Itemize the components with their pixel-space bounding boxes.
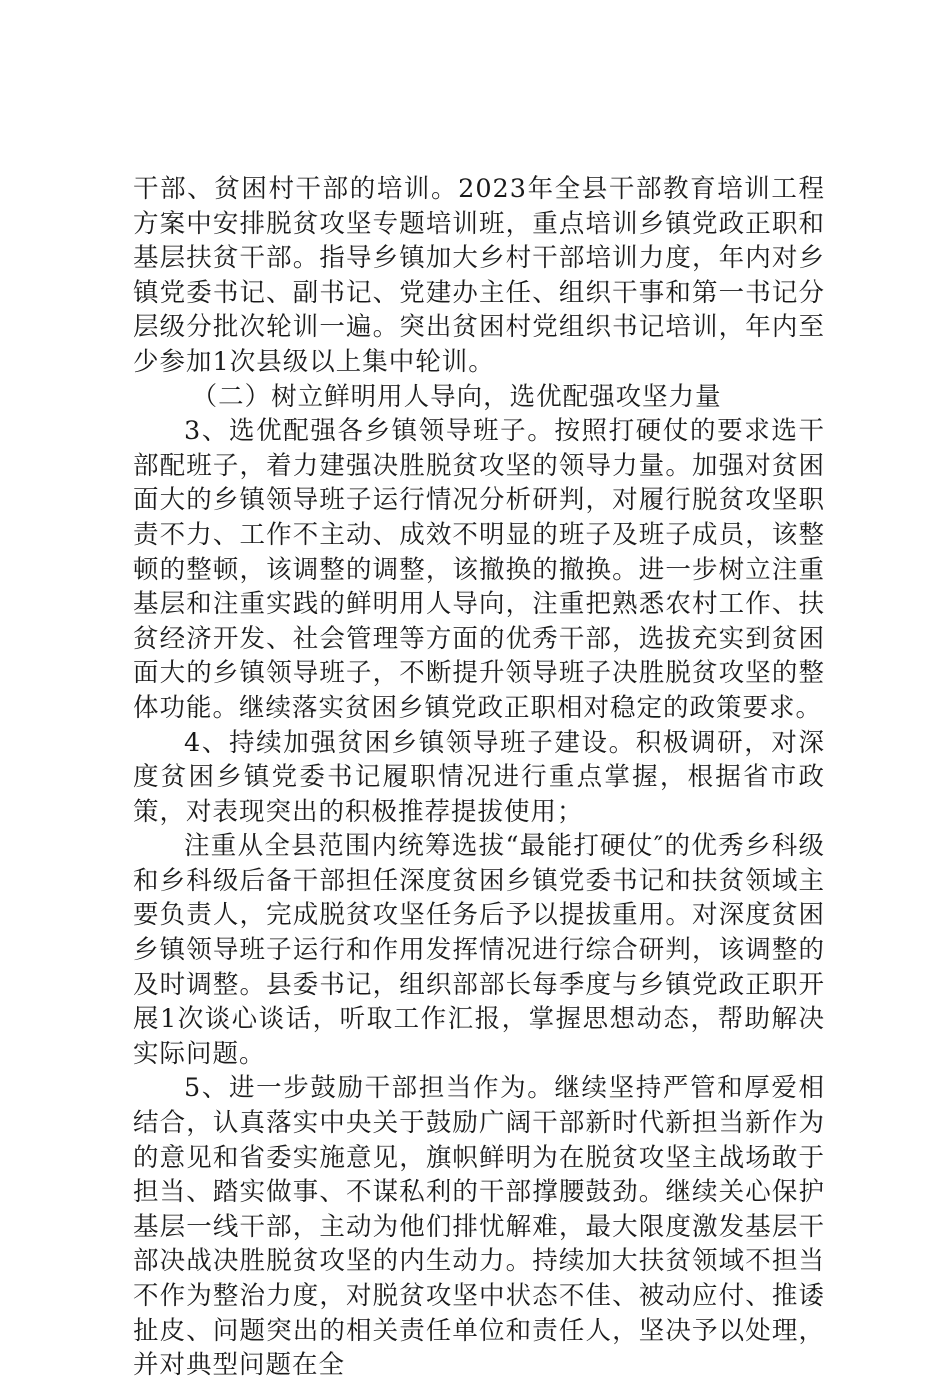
paragraph-item-4-continued: 注重从全县范围内统筹选拔“最能打硬仗″的优秀乡科级和乡科级后备干部担任深度贫困乡镇党委书记和扶贫领域主要负责人，完成脱贫攻坚任务后予以提拔重用。对深度贫困乡镇领导班子运行和作用发挥情况进行综合研判，该调整的及时调整。县委书记，组织部部长每季度与乡镇党政正职开展1次谈心谈话，听取工作汇报，掌握思想动态，帮助解决实际问题。 <box>133 831 825 1069</box>
document-body <box>133 172 825 1383</box>
section-heading: （二）树立鲜明用人导向，选优配强攻坚力量 <box>191 381 722 412</box>
paragraph-item-4: 4、持续加强贫困乡镇领导班子建设。积极调研，对深度贫困乡镇党委书记履职情况进行重点掌握，根据省市政策，对表现突出的积极推荐提拔使用； <box>133 727 825 827</box>
paragraph-item-5: 5、进一步鼓励干部担当作为。继续坚持严管和厚爱相结合，认真落实中央关于鼓励广阔干部新时代新担当新作为的意见和省委实施意见，旗帜鲜明为在脱贫攻坚主战场敢于担当、踏实做事、不谋私利的干部撑腰鼓劲。继续关心保护基层一线干部，主动为他们排忧解难，最大限度激发基层干部决战决胜脱贫攻坚的内生动力。持续加大扶贫领域不担当不作为整治力度，对脱贫攻坚中状态不佳、被动应付、推诿扯皮、问题突出的相关责任单位和责任人，坚决予以处理，并对典型问题在全 <box>133 1073 825 1381</box>
paragraph-item-3: 3、选优配强各乡镇领导班子。按照打硬仗的要求选干部配班子，着力建强决胜脱贫攻坚的领导力量。加强对贫困面大的乡镇领导班子运行情况分析研判，对履行脱贫攻坚职责不力、工作不主动、成效不明显的班子及班子成员，该整顿的整顿，该调整的调整，该撤换的撤换。进一步树立注重基层和注重实践的鲜明用人导向，注重把熟悉农村工作、扶贫经济开发、社会管理等方面的优秀干部，选拔充实到贫困面大的乡镇领导班子，不断提升领导班子决胜脱贫攻坚的整体功能。继续落实贫困乡镇党政正职相对稳定的政策要求。 <box>133 416 825 723</box>
paragraph-continuation: 干部、贫困村干部的培训。2023年全县干部教育培训工程方案中安排脱贫攻坚专题培训班，重点培训乡镇党政正职和基层扶贫干部。指导乡镇加大乡村干部培训力度，年内对乡镇党委书记、副书记、党建办主任、组织干事和第一书记分层级分批次轮训一遍。突出贫困村党组织书记培训，年内至少参加1次县级以上集中轮训。 <box>133 174 825 377</box>
